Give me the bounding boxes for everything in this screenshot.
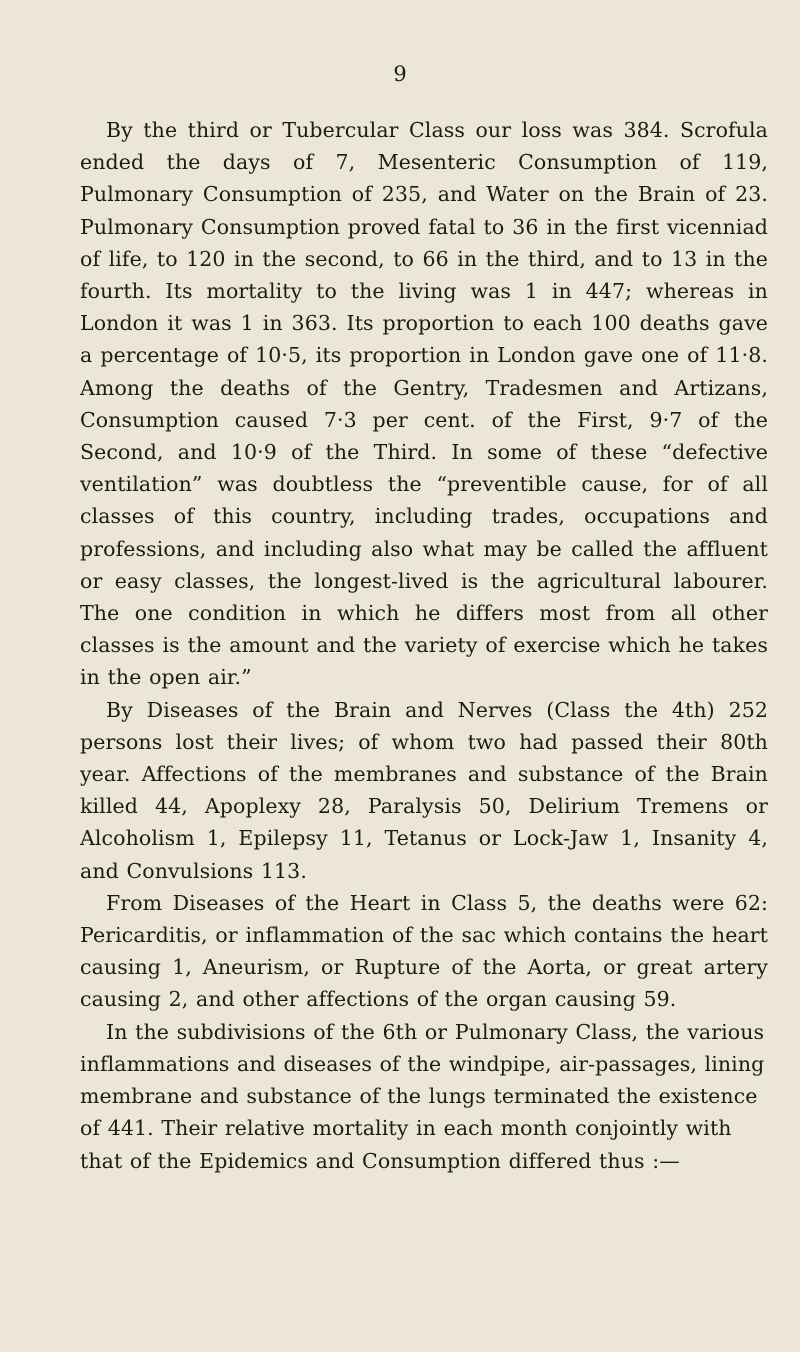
paragraph-pulmonary-class: In the subdivisions of the 6th or Pulmonary Class, the various inflammations and diseases of the windpipe, air-passages, lining membrane and substance of the lungs terminated the existence of 441. Their relative mortality in each month conjointly with that of the Epidemics and Consumption differed thus :— bbox=[80, 1019, 765, 1173]
body-text bbox=[80, 114, 768, 1177]
paragraph-diseases-of-heart: From Diseases of the Heart in Class 5, the deaths were 62: Pericarditis, or inflammation of the sac which contains the heart causing 1, Aneurism, or Rupture of the Aorta, or great artery causing 2, and other affections of the organ causing 59. bbox=[80, 890, 768, 1012]
paragraph-tubercular-class: By the third or Tubercular Class our loss was 384. Scrofula ended the days of 7, Mesenteric Consumption of 119, Pulmonary Consumption of 235, and Water on the Brain of 23. Pulmonary Consumption proved fatal to 36 in the first vicenniad of life, to 120 in the second, to 66 in the third, and to 13 in the fourth. Its mortality to the living was 1 in 447; whereas in London it was 1 in 363. Its proportion to each 100 deaths gave a percentage of 10·5, its proportion in London gave one of 11·8. Among the deaths of the Gentry, Tradesmen and Artizans, Consumption caused 7·3 per cent. of the First, 9·7 of the Second, and 10·9 of the Third. In some of these “defective ventilation” was doubtless the “preventible cause, for of all classes of this country, including trades, occupations and professions, and including also what may be called the affluent or easy classes, the longest-lived is the agricultural labourer. The one condition in which he differs most from all other classes is the amount and the variety of exercise which he takes in the open air.” bbox=[80, 118, 768, 690]
page-number: 9 bbox=[393, 62, 407, 86]
paragraph-brain-and-nerves: By Diseases of the Brain and Nerves (Class the 4th) 252 persons lost their lives; of whom two had passed their 80th year. Affections of the membranes and substance of the Brain killed 44, Apoplexy 28, Paralysis 50, Delirium Tremens or Alcoholism 1, Epilepsy 11, Tetanus or Lock-Jaw 1, Insanity 4, and Convulsions 113. bbox=[80, 697, 768, 883]
